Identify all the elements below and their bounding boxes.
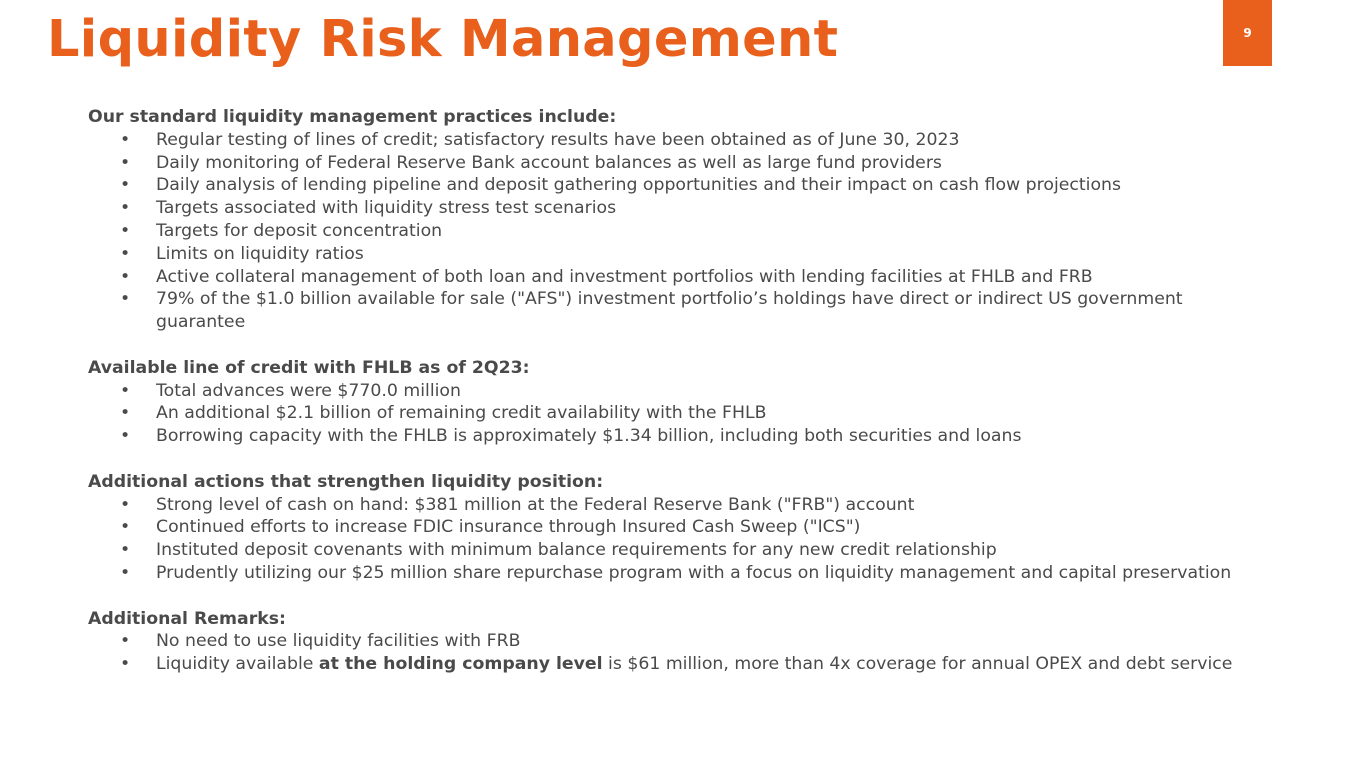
list-item-text: Strong level of cash on hand: $381 million at the Federal Reserve Bank ("FRB") account	[156, 494, 915, 515]
bullet-icon: •	[120, 220, 131, 241]
section-practices	[88, 106, 1248, 334]
bullet-icon: •	[120, 517, 131, 538]
list-item	[88, 402, 1248, 425]
list-item-text: Total advances were $770.0 million	[156, 380, 461, 401]
list-item	[88, 425, 1248, 448]
bullet-icon: •	[120, 631, 131, 652]
section-heading: Additional Remarks:	[88, 608, 286, 629]
list-item	[88, 380, 1248, 403]
bullet-icon: •	[120, 494, 131, 515]
bullet-icon: •	[120, 540, 131, 561]
bullet-icon: •	[120, 243, 131, 264]
list-item-text: Continued efforts to increase FDIC insurance through Insured Cash Sweep ("ICS")	[156, 517, 861, 538]
bullet-icon: •	[120, 266, 131, 287]
bullet-list	[88, 494, 1248, 585]
list-item-text: Limits on liquidity ratios	[156, 243, 364, 264]
list-item	[88, 516, 1248, 539]
section-additional-actions	[88, 471, 1248, 585]
list-item-text: No need to use liquidity facilities with FRB	[156, 631, 521, 652]
list-item-text: 79% of the $1.0 billion available for sale ("AFS") investment portfolio’s holdings have direct or indirect US government guarantee	[156, 289, 1183, 333]
section-heading: Available line of credit with FHLB as of 2Q23:	[88, 357, 530, 378]
slide-title: Liquidity Risk Management	[47, 10, 839, 69]
bullet-icon: •	[120, 403, 131, 424]
list-item-text: Instituted deposit covenants with minimum balance requirements for any new credit relationship	[156, 540, 997, 561]
list-item	[88, 630, 1248, 653]
bullet-list	[88, 630, 1248, 676]
bullet-list	[88, 129, 1248, 334]
list-item-text: Prudently utilizing our $25 million share repurchase program with a focus on liquidity management and capital preservation	[156, 562, 1232, 583]
list-item	[88, 220, 1248, 243]
bullet-list	[88, 380, 1248, 448]
list-item-text: Targets for deposit concentration	[156, 220, 443, 241]
bullet-icon: •	[120, 198, 131, 219]
list-item-text: Regular testing of lines of credit; satisfactory results have been obtained as of June 30, 2023	[156, 129, 960, 150]
list-item	[88, 152, 1248, 175]
bullet-icon: •	[120, 562, 131, 583]
bullet-icon: •	[120, 175, 131, 196]
section-fhlb-credit	[88, 357, 1248, 448]
list-item	[88, 494, 1248, 517]
page-number-badge	[1223, 0, 1272, 66]
bullet-icon: •	[120, 289, 131, 310]
list-item	[88, 129, 1248, 152]
list-item-text-after: is $61 million, more than 4x coverage for annual OPEX and debt service	[602, 654, 1233, 675]
list-item	[88, 539, 1248, 562]
list-item	[88, 197, 1248, 220]
list-item	[88, 243, 1248, 266]
list-item	[88, 174, 1248, 197]
bullet-icon: •	[120, 426, 131, 447]
bullet-icon: •	[120, 152, 131, 173]
list-item	[88, 653, 1248, 676]
page-number: 9	[1243, 26, 1252, 40]
section-additional-remarks	[88, 608, 1248, 676]
bullet-icon: •	[120, 129, 131, 150]
list-item-text: Daily analysis of lending pipeline and deposit gathering opportunities and their impact on cash flow projections	[156, 175, 1121, 196]
list-item	[88, 562, 1248, 585]
list-item-text: Targets associated with liquidity stress test scenarios	[156, 198, 617, 219]
section-heading: Our standard liquidity management practices include:	[88, 107, 617, 127]
list-item-text: Daily monitoring of Federal Reserve Bank account balances as well as large fund providers	[156, 152, 942, 173]
list-item-text-before: Liquidity available	[156, 654, 319, 675]
slide-body	[88, 106, 1248, 676]
bullet-icon: •	[120, 380, 131, 401]
list-item-emphasis: at the holding company level	[318, 654, 603, 675]
list-item	[88, 288, 1248, 334]
list-item-text: Borrowing capacity with the FHLB is approximately $1.34 billion, including both securities and loans	[156, 426, 1022, 447]
list-item-text: An additional $2.1 billion of remaining credit availability with the FHLB	[156, 403, 767, 424]
list-item-text: Active collateral management of both loan and investment portfolios with lending facilities at FHLB and FRB	[156, 266, 1093, 287]
bullet-icon: •	[120, 654, 131, 675]
section-heading: Additional actions that strengthen liquidity position:	[88, 471, 604, 492]
list-item	[88, 266, 1248, 289]
